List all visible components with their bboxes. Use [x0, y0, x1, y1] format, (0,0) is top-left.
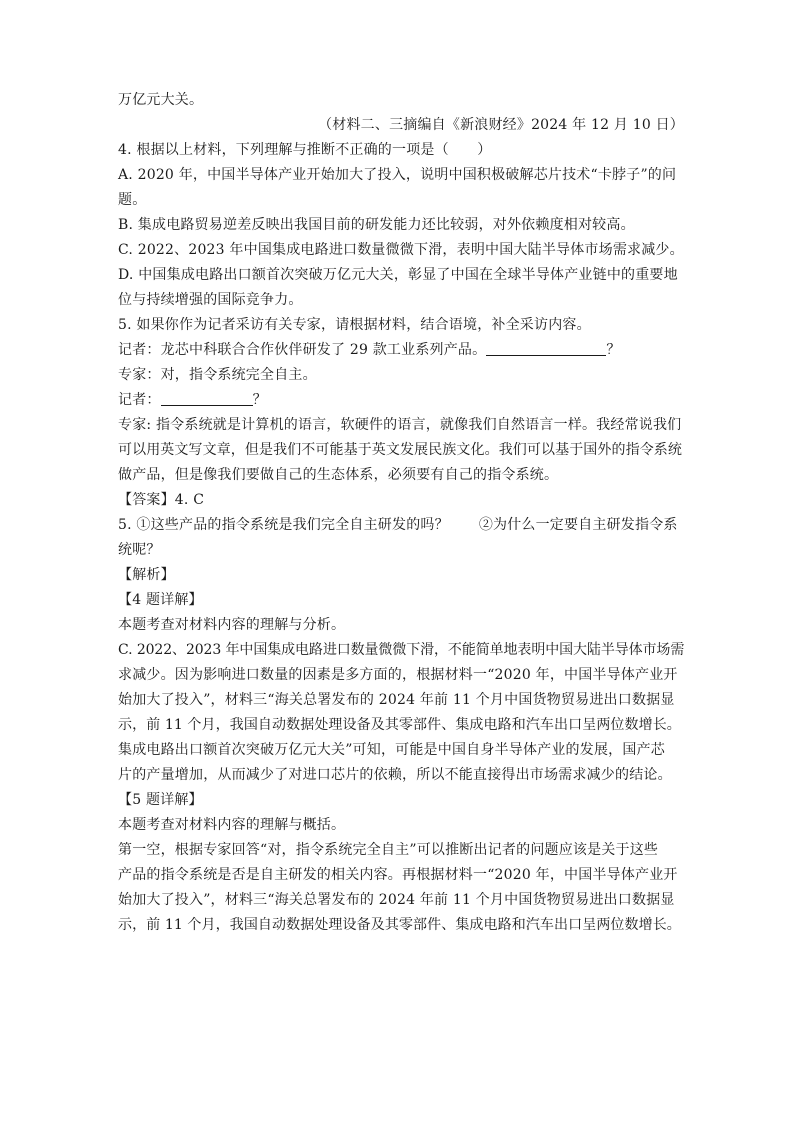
answer-5-part-1: 5. ①这些产品的指令系统是我们完全自主研发的吗？: [118, 517, 449, 533]
answer-5: [118, 513, 684, 538]
answer-5-part-2: ②为什么一定要自主研发指令系: [478, 517, 678, 533]
answer-blank: [161, 389, 253, 406]
question-4-detail-intro: 本题考查对材料内容的理解与分析。: [118, 617, 346, 633]
text-line: 万亿元大关。: [118, 92, 204, 108]
option-a: A. 2020 年，中国半导体产业开始加大了投入，说明中国积极破解芯片技术“卡脖子”的问: [118, 167, 677, 183]
answer-5-continued: 统呢？: [118, 542, 161, 558]
document-page: [118, 88, 684, 938]
expert-reply-continued: 做产品，但是像我们要做自己的生态体系，必须要有自己的指令系统。: [118, 467, 559, 483]
expert-reply: 专家: 指令系统就是计算机的语言，软硬件的语言，就像我们自然语言一样。我经常说我们: [118, 417, 682, 433]
option-d: D. 中国集成电路出口额首次突破万亿元大关，彰显了中国在全球半导体产业链中的重要地: [118, 267, 678, 283]
analysis-text: 产品的指令系统是否是自主研发的相关内容。再根据材料一“2020 年，中国半导体产业开: [118, 867, 678, 883]
source-citation: （材料二、三摘编自《新浪财经》2024 年 12 月 10 日）: [318, 117, 684, 133]
reporter-question-text: 记者：龙芯中科联合合作伙伴研发了 29 款工业系列产品。: [118, 342, 487, 358]
reporter-label: 记者：: [118, 392, 161, 408]
analysis-heading: 【解析】: [118, 567, 175, 583]
analysis-text: 求减少。因为影响进口数量的因素是多方面的，根据材料一“2020 年，中国半导体产业开: [118, 667, 678, 683]
analysis-text: 示，前 11 个月，我国自动数据处理设备及其零部件、集成电路和汽车出口呈两位数增长。: [118, 917, 681, 933]
interview-line: [118, 338, 684, 363]
analysis-text: C. 2022、2023 年中国集成电路进口数量微微下滑，不能简单地表明中国大陆半导体市场需: [118, 642, 685, 658]
question-5-stem: 5. 如果你作为记者采访有关专家，请根据材料，结合语境，补全采访内容。: [118, 317, 591, 333]
interview-line: [118, 388, 684, 413]
answer-blank: [486, 339, 606, 356]
analysis-text: 示，前 11 个月，我国自动数据处理设备及其零部件、集成电路和汽车出口呈两位数增长。: [118, 717, 681, 733]
analysis-text: 始加大了投入”，材料三“海关总署发布的 2024 年前 11 个月中国货物贸易进出口数据显: [118, 692, 675, 708]
expert-reply-continued: 可以用英文写文章，但是我们不可能基于英文发展民族文化。我们可以基于国外的指令系统: [118, 442, 682, 458]
option-c: C. 2022、2023 年中国集成电路进口数量微微下滑，表明中国大陆半导体市场需求减少。: [118, 242, 684, 258]
question-5-detail-heading: 【5 题详解】: [118, 792, 203, 808]
option-d-continued: 位与持续增强的国际竞争力。: [118, 292, 303, 308]
question-4-stem: 4. 根据以上材料，下列理解与推断不正确的一项是（ ）: [118, 142, 492, 158]
answer-heading: 【答案】4. C: [118, 492, 205, 508]
option-a-continued: 题。: [118, 192, 147, 208]
question-5-detail-intro: 本题考查对材料内容的理解与概括。: [118, 817, 346, 833]
question-4-detail-heading: 【4 题详解】: [118, 592, 203, 608]
expert-reply: 专家：对，指令系统完全自主。: [118, 367, 317, 383]
option-b: B. 集成电路贸易逆差反映出我国目前的研发能力还比较弱，对外依赖度相对较高。: [118, 217, 635, 233]
question-mark: ？: [606, 342, 621, 358]
question-mark: ？: [252, 392, 267, 408]
analysis-text: 片的产量增加，从而减少了对进口芯片的依赖，所以不能直接得出市场需求减少的结论。: [118, 767, 672, 783]
analysis-text: 集成电路出口额首次突破万亿元大关”可知，可能是中国自身半导体产业的发展，国产芯: [118, 742, 665, 758]
analysis-text: 第一空，根据专家回答“对，指令系统完全自主”可以推断出记者的问题应该是关于这些: [118, 842, 659, 858]
analysis-text: 始加大了投入”，材料三“海关总署发布的 2024 年前 11 个月中国货物贸易进出口数据显: [118, 892, 675, 908]
